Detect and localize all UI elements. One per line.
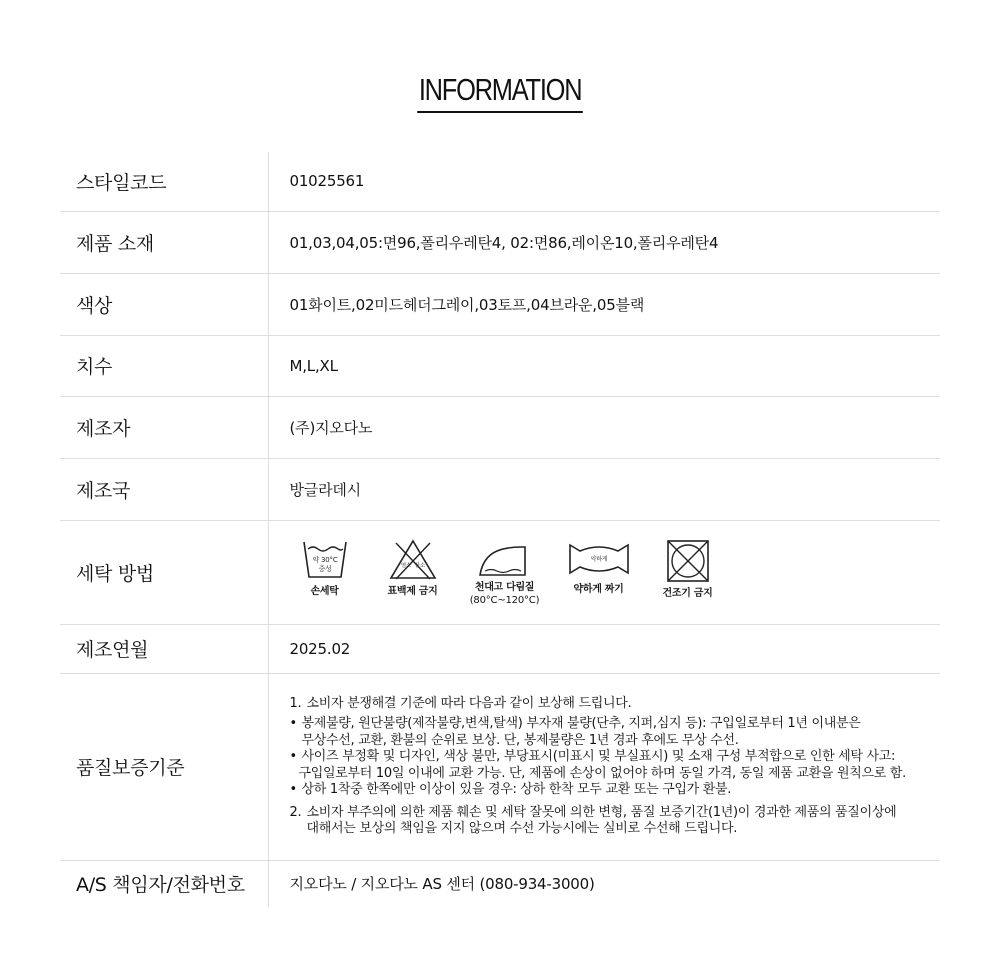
quality-p2-line2: 대해서는 보상의 책임을 지지 않으며 수선 가능시에는 실비로 수선해 드립니다. bbox=[306, 821, 738, 836]
value-size: M,L,XL bbox=[268, 335, 940, 396]
row-as-contact bbox=[60, 860, 940, 907]
label-material: 제품 소재 bbox=[60, 211, 268, 273]
value-style-code: 01025561 bbox=[268, 152, 940, 211]
value-manufacturer: (주)지오다노 bbox=[268, 396, 940, 458]
page-title: INFORMATION bbox=[417, 72, 583, 113]
wash-item-hand bbox=[290, 539, 360, 599]
hand-wash-temp: 약 30°C bbox=[311, 556, 338, 564]
quality-b3: 상하 1착중 한쪽에만 이상이 있을 경우: 상하 한착 모두 교환 또는 구입가 환불. bbox=[301, 782, 732, 797]
quality-b2-line2: 구입일로부터 10일 이내에 교환 가능. 단, 제품에 손상이 없어야 하며 동일 가격, 동일 제품 교환을 원칙으로 함. bbox=[298, 765, 906, 781]
no-bleach-icon bbox=[388, 539, 438, 581]
row-material bbox=[60, 211, 940, 273]
quality-item-2 bbox=[290, 805, 941, 822]
label-size: 치수 bbox=[60, 335, 268, 396]
quality-bullet-1: • 봉제불량, 원단불량(제작불량,변색,탈색) 부자재 불량(단추, 지퍼,심지 등): 구입일로부터 1년 이내분은 bbox=[289, 716, 861, 731]
label-style-code: 스타일코드 bbox=[60, 152, 268, 211]
quality-b2-line1: 사이즈 부정확 및 디자인, 색상 불만, 부당표시(미표시 및 부실표시) 및 소재 구성 부적합으로 인한 세탁 사고: bbox=[301, 749, 896, 764]
label-manufacturer: 제조자 bbox=[60, 396, 268, 458]
row-size bbox=[60, 335, 940, 396]
row-country bbox=[60, 458, 940, 520]
wash-item-dryer bbox=[648, 539, 728, 601]
row-manufacture-date bbox=[60, 624, 940, 673]
quality-standard-text bbox=[290, 696, 941, 838]
value-washing bbox=[268, 520, 940, 624]
label-color: 색상 bbox=[60, 273, 268, 335]
row-color bbox=[60, 273, 940, 335]
value-manufacture-date: 2025.02 bbox=[268, 624, 940, 673]
row-style-code bbox=[60, 152, 940, 211]
quality-b1-line2: 무상수선, 교환, 환불의 순위로 보상. 단, 봉제불량은 1년 경과 후에도 무상 수선. bbox=[301, 732, 739, 748]
quality-number-1: 1. bbox=[289, 695, 302, 711]
quality-b1-line1: 봉제불량, 원단불량(제작불량,변색,탈색) 부자재 불량(단추, 지퍼,심지 등): 구입일로부터 1년 이내분은 bbox=[301, 716, 861, 731]
quality-p2-line1: 소비자 부주의에 의한 제품 훼손 및 세탁 잘못에 의한 변형, 품질 보증기간(1년)이 경과한 제품의 품질이상에 bbox=[306, 804, 897, 820]
quality-bullet-2: • 사이즈 부정확 및 디자인, 색상 불만, 부당표시(미표시 및 부실표시) 및 소재 구성 부적합으로 인한 세탁 사고: bbox=[289, 749, 896, 764]
value-as-contact: 지오다노 / 지오다노 AS 센터 (080-934-3000) bbox=[268, 860, 940, 907]
label-country: 제조국 bbox=[60, 458, 268, 520]
iron-temp-caption: (80°C~120°C) bbox=[469, 595, 540, 606]
bleach-chlorine: 염소 bbox=[400, 563, 411, 569]
no-bleach-caption: 표백제 금지 bbox=[387, 586, 438, 597]
bleach-oxygen: 산소 bbox=[414, 563, 425, 569]
wring-caption: 약하게 짜기 bbox=[573, 584, 624, 595]
value-color: 01화이트,02미드헤더그레이,03토프,04브라운,05블랙 bbox=[268, 273, 940, 335]
hand-wash-icon bbox=[302, 539, 348, 581]
label-quality: 품질보증기준 bbox=[60, 673, 268, 860]
quality-p1: 소비자 분쟁해결 기준에 따라 다음과 같이 보상해 드립니다. bbox=[306, 695, 632, 711]
value-country: 방글라데시 bbox=[268, 458, 940, 520]
label-as-contact: A/S 책임자/전화번호 bbox=[76, 874, 245, 897]
quality-item-1 bbox=[290, 696, 941, 713]
wash-item-wring bbox=[556, 539, 642, 597]
page-title-wrap bbox=[0, 72, 1000, 113]
iron-caption: 천대고 다림질 bbox=[474, 582, 535, 593]
quality-number-2: 2. bbox=[289, 804, 302, 820]
row-washing bbox=[60, 520, 940, 624]
value-quality bbox=[268, 673, 940, 860]
wash-icons bbox=[290, 539, 941, 607]
dryer-caption: 건조기 금지 bbox=[662, 588, 713, 599]
wash-item-iron bbox=[460, 539, 550, 607]
iron-icon bbox=[477, 539, 533, 579]
hand-wash-neutral: 중성 bbox=[317, 565, 332, 573]
product-info-table bbox=[60, 152, 940, 907]
wring-inner-text: 약하게 bbox=[590, 556, 607, 563]
hand-wash-caption: 손세탁 bbox=[310, 586, 339, 597]
label-washing: 세탁 방법 bbox=[60, 520, 268, 624]
no-tumble-dry-icon bbox=[666, 539, 710, 583]
row-quality bbox=[60, 673, 940, 860]
row-manufacturer bbox=[60, 396, 940, 458]
label-manufacture-date: 제조연월 bbox=[60, 624, 268, 673]
wash-item-bleach bbox=[370, 539, 456, 599]
value-material: 01,03,04,05:면96,폴리우레탄4, 02:면86,레이온10,폴리우레탄4 bbox=[268, 211, 940, 273]
quality-bullet-3: • 상하 1착중 한쪽에만 이상이 있을 경우: 상하 한착 모두 교환 또는 구입가 환불. bbox=[289, 782, 732, 797]
gentle-wring-icon bbox=[568, 539, 630, 579]
